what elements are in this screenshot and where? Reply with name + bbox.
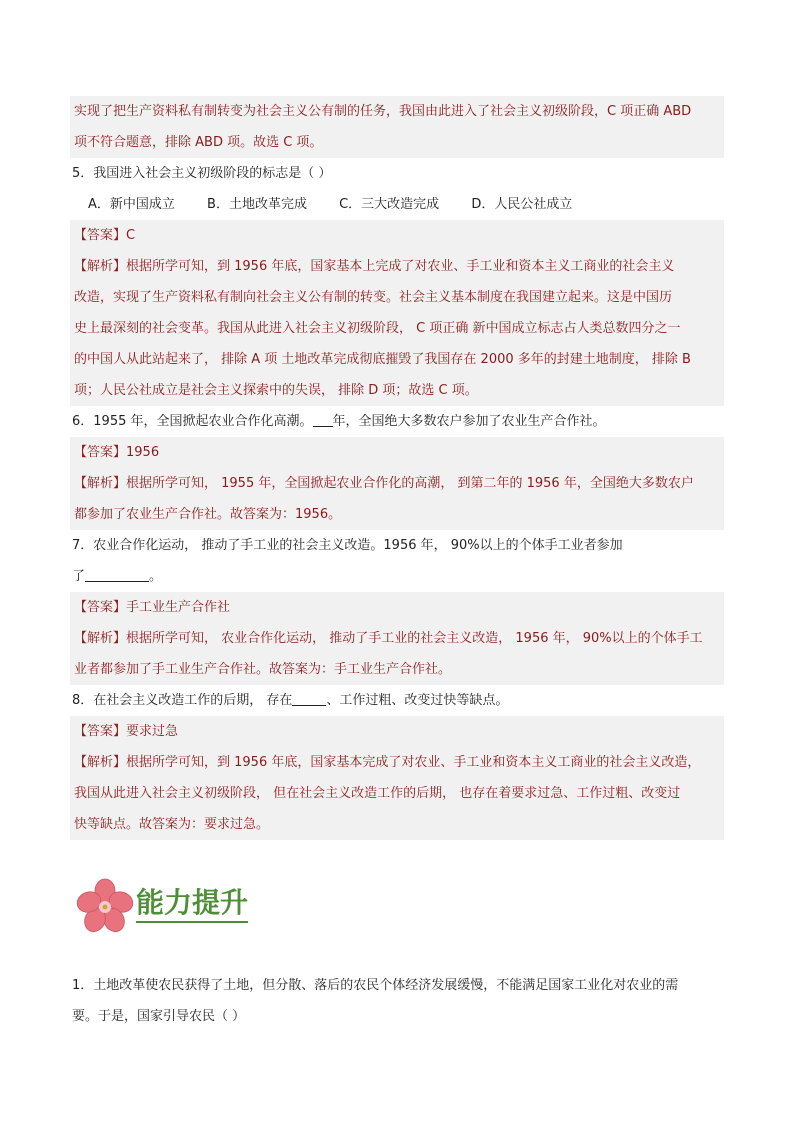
question-5-stem: 5．我国进入社会主义初级阶段的标志是（ ） [72, 166, 332, 181]
question-7-stem-line-1: 7．农业合作化运动， 推动了手工业的社会主义改造。1956 年， 90%以上的个体手工业者参加 [72, 538, 623, 553]
analysis-line: 业者都参加了手工业生产合作社。故答案为：手工业生产合作社。 [74, 662, 452, 677]
option-a: A．新中国成立 [88, 197, 175, 212]
answer-label: 【答案】要求过急 [74, 724, 179, 739]
option-d: D．人民公社成立 [471, 197, 573, 212]
analysis-line: 都参加了农业生产合作社。故答案为：1956。 [74, 507, 342, 522]
next-question [72, 970, 726, 1032]
analysis-line: 的中国人从此站起来了， 排除 A 项 土地改革完成彻底摧毁了我国存在 2000 多年的封建土地制度， 排除 B [74, 352, 691, 367]
next-question-line-1: 1．土地改革使农民获得了土地，但分散、落后的农民个体经济发展缓慢，不能满足国家工业化对农业的需 [72, 978, 679, 993]
flower-icon [76, 878, 134, 934]
answer-label: 【答案】1956 [74, 445, 160, 460]
fill-blank [85, 567, 149, 582]
question-6-stem: 6．1955 年，全国掀起农业合作化高潮。 年，全国绝大多数农户参加了农业生产合作社。 [72, 414, 606, 429]
section-heading [76, 876, 376, 936]
question-8-answer-block [70, 716, 724, 840]
fill-blank [292, 691, 326, 706]
question-6-answer-block [70, 437, 724, 530]
option-b: B．土地改革完成 [207, 197, 307, 212]
fill-blank [313, 412, 333, 427]
analysis-line: 快等缺点。故答案为：要求过急。 [74, 817, 270, 832]
analysis-line: 【解析】根据所学可知，到 1956 年底，国家基本完成了对农业、手工业和资本主义工商业的社会主义改造， [74, 755, 701, 770]
analysis-line: 【解析】根据所学可知， 1955 年，全国掀起农业合作化的高潮， 到第二年的 1956 年，全国绝大多数农户 [74, 476, 694, 491]
answer-label: 【答案】手工业生产合作社 [74, 600, 231, 615]
option-c: C．三大改造完成 [339, 197, 440, 212]
answer-label: 【答案】C [74, 228, 136, 243]
section-title: 能力提升 [136, 886, 248, 923]
question-8-stem: 8．在社会主义改造工作的后期， 存在 、工作过粗、改变过快等缺点。 [72, 693, 509, 708]
question-5-answer-block [70, 220, 724, 406]
analysis-line: 【解析】根据所学可知，到 1956 年底，国家基本上完成了对农业、手工业和资本主义工商业的社会主义 [74, 259, 675, 274]
prev-answer-line-2: 项不符合题意，排除 ABD 项。故选 C 项。 [74, 135, 323, 150]
analysis-line: 【解析】根据所学可知， 农业合作化运动， 推动了手工业的社会主义改造， 1956 年， 90%以上的个体手工 [74, 631, 703, 646]
question-7-answer-block [70, 592, 724, 685]
next-question-line-2: 要。于是，国家引导农民（ ） [72, 1009, 246, 1024]
analysis-line: 我国从此进入社会主义初级阶段， 但在社会主义改造工作的后期， 也存在着要求过急、工作过粗、改变过 [74, 786, 681, 801]
question-7-stem-line-2: 了 。 [72, 569, 163, 584]
question-5-options [70, 189, 724, 220]
page-content [70, 96, 724, 840]
prev-answer-block [70, 96, 724, 158]
analysis-line: 史上最深刻的社会变革。我国从此进入社会主义初级阶段， C 项正确 新中国成立标志占人类总数四分之一 [74, 321, 681, 336]
prev-answer-line-1: 实现了把生产资料私有制转变为社会主义公有制的任务，我国由此进入了社会主义初级阶段，C 项正确 ABD [74, 104, 692, 119]
analysis-line: 改造，实现了生产资料私有制向社会主义公有制的转变。社会主义基本制度在我国建立起来。这是中国历 [74, 290, 673, 305]
analysis-line: 项；人民公社成立是社会主义探索中的失误， 排除 D 项；故选 C 项。 [74, 383, 478, 398]
